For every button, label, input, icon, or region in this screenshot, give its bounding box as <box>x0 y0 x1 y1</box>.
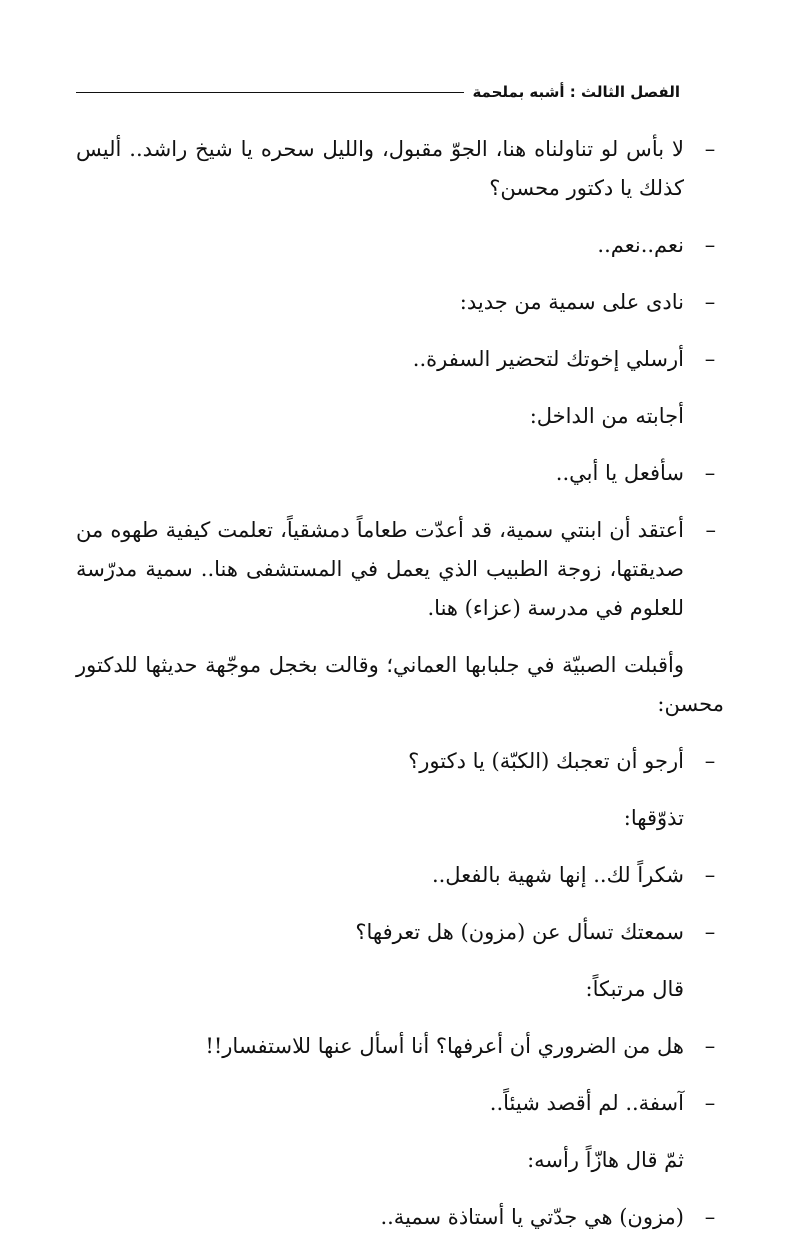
dialog-text: أعتقد أن ابنتي سمية، قد أعدّت طعاماً دمشقياً، تعلمت كيفية طهوه من صديقتها، زوجة الطبيب الذي يعمل في المستشفى هنا.. سمية مدرّسة للعلوم في مدرسة (عزاء) هنا. <box>76 518 684 620</box>
dialog-text: شكراً لك.. إنها شهية بالفعل.. <box>431 863 684 887</box>
dialog-line <box>76 1084 724 1123</box>
narration-line: أجابته من الداخل: <box>529 404 684 428</box>
dialog-dash: – <box>704 233 716 257</box>
dialog-text: سأفعل يا أبي.. <box>555 461 684 485</box>
dialog-dash: – <box>704 461 716 485</box>
dialog-dash: – <box>705 518 716 542</box>
dialog-text: (مزون) هي جدّتي يا أستاذة سمية.. <box>380 1205 684 1229</box>
dialog-line <box>76 913 724 952</box>
dialog-text: سمعتك تسأل عن (مزون) هل تعرفها؟ <box>355 920 684 944</box>
dialog-line <box>76 283 724 322</box>
dialog-text: لا بأس لو تناولناه هنا، الجوّ مقبول، والليل سحره يا شيخ راشد.. أليس كذلك يا دكتور محسن؟ <box>76 137 684 200</box>
dialog-text: آسفة.. لم أقصد شيئاً.. <box>489 1091 684 1115</box>
narration-line: ثمّ قال هازّاً رأسه: <box>527 1148 684 1172</box>
dialog-dash: – <box>704 863 716 887</box>
dialog-line <box>76 226 724 265</box>
dialog-dash: – <box>704 1205 716 1229</box>
dialog-line <box>76 340 724 379</box>
dialog-line <box>76 742 724 781</box>
dialog-dash: – <box>704 137 716 161</box>
dialog-line <box>76 511 724 628</box>
page-body <box>76 130 724 1255</box>
dialog-text: هل من الضروري أن أعرفها؟ أنا أسأل عنها للاستفسار!! <box>205 1034 684 1058</box>
dialog-dash: – <box>704 1091 716 1115</box>
dialog-line <box>76 1198 724 1237</box>
header-rule <box>76 92 464 93</box>
narration-line: تذوّقها: <box>623 806 684 830</box>
dialog-dash: – <box>704 347 716 371</box>
dialog-dash: – <box>704 749 716 773</box>
dialog-dash: – <box>704 920 716 944</box>
dialog-line <box>76 856 724 895</box>
chapter-title: الفصل الثالث : أشبه بملحمة <box>472 83 680 101</box>
dialog-text: أرسلي إخوتك لتحضير السفرة.. <box>412 347 684 371</box>
dialog-text: أرجو أن تعجبك (الكبّة) يا دكتور؟ <box>408 749 684 773</box>
narration-line: قال مرتبكاً: <box>585 977 684 1001</box>
running-header <box>76 78 680 106</box>
dialog-dash: – <box>704 1034 716 1058</box>
dialog-line <box>76 130 724 208</box>
dialog-line <box>76 454 724 493</box>
dialog-text: نعم..نعم.. <box>597 233 684 257</box>
dialog-dash: – <box>704 290 716 314</box>
dialog-line <box>76 1027 724 1066</box>
dialog-text: نادى على سمية من جديد: <box>459 290 684 314</box>
narration-paragraph: وأقبلت الصبيّة في جلبابها العماني؛ وقالت بخجل موجّهة حديثها للدكتور محسن: <box>76 653 724 716</box>
